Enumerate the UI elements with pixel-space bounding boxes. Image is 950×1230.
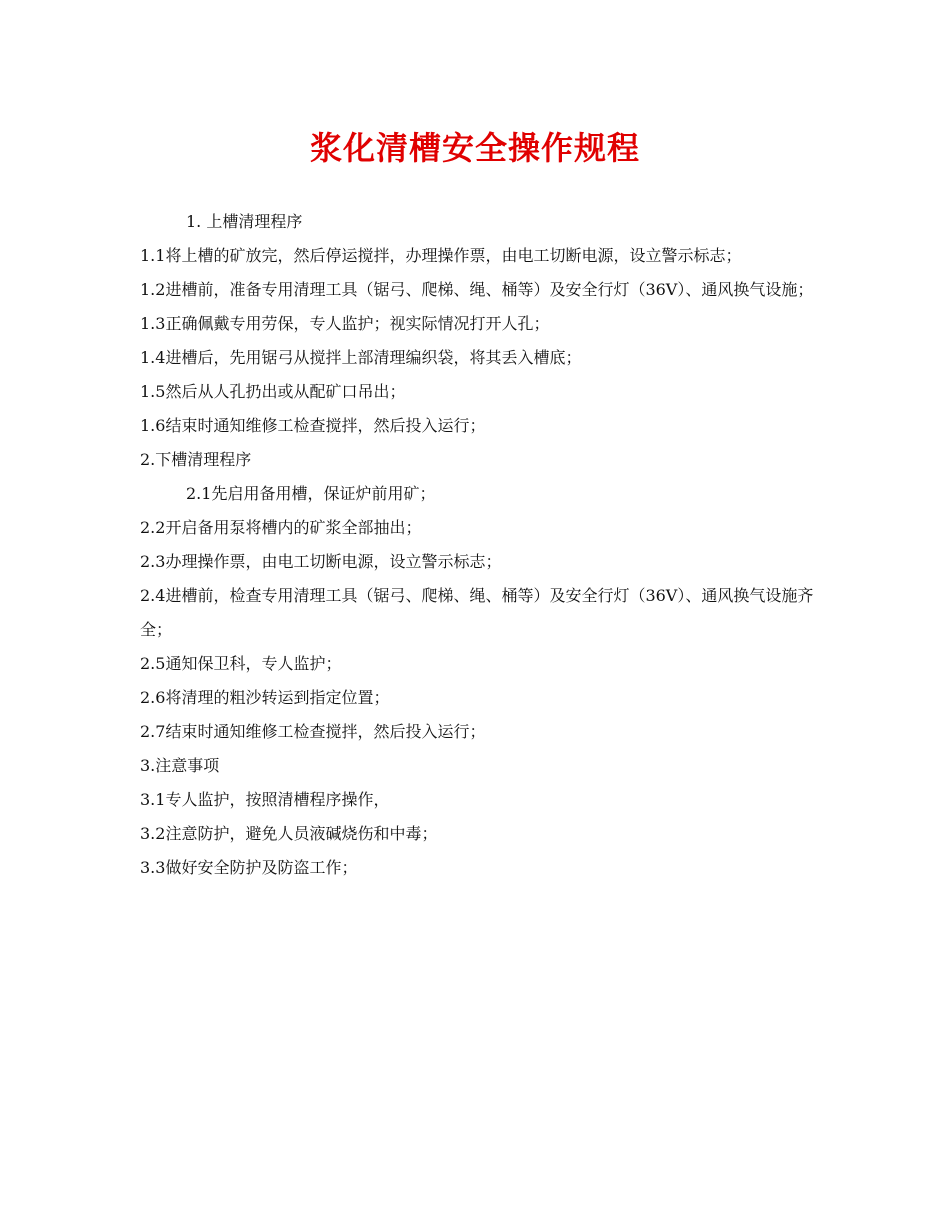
document-body bbox=[140, 205, 820, 885]
paragraph-2-4: 2.4进槽前，检查专用清理工具（锯弓、爬梯、绳、桶等）及安全行灯（36V）、通风换气设施齐全； bbox=[140, 586, 814, 639]
paragraph-2-1: 2.1先启用备用槽，保证炉前用矿； bbox=[186, 484, 436, 503]
section-heading-3: 3.注意事项 bbox=[140, 756, 220, 775]
paragraph-1-3: 1.3正确佩戴专用劳保，专人监护；视实际情况打开人孔； bbox=[140, 314, 550, 333]
paragraph-2-3: 2.3办理操作票，由电工切断电源，设立警示标志； bbox=[140, 552, 502, 571]
section-heading-2: 2.下槽清理程序 bbox=[140, 450, 252, 469]
paragraph-1-1: 1.1将上槽的矿放完，然后停运搅拌，办理操作票，由电工切断电源，设立警示标志； bbox=[140, 246, 742, 265]
paragraph-3-1: 3.1专人监护，按照清槽程序操作， bbox=[140, 790, 390, 809]
section-heading-1: 1. 上槽清理程序 bbox=[186, 212, 303, 231]
paragraph-1-2: 1.2进槽前，准备专用清理工具（锯弓、爬梯、绳、桶等）及安全行灯（36V）、通风换气设施； bbox=[140, 280, 814, 299]
paragraph-2-5: 2.5通知保卫科，专人监护； bbox=[140, 654, 342, 673]
paragraph-1-4: 1.4进槽后，先用锯弓从搅拌上部清理编织袋，将其丢入槽底； bbox=[140, 348, 582, 367]
paragraph-2-2: 2.2开启备用泵将槽内的矿浆全部抽出； bbox=[140, 518, 422, 537]
paragraph-3-2: 3.2注意防护，避免人员液碱烧伤和中毒； bbox=[140, 824, 438, 843]
document-title: 浆化清槽安全操作规程 bbox=[309, 129, 640, 167]
paragraph-2-6: 2.6将清理的粗沙转运到指定位置； bbox=[140, 688, 390, 707]
paragraph-3-3: 3.3做好安全防护及防盗工作； bbox=[140, 858, 358, 877]
paragraph-2-7: 2.7结束时通知维修工检查搅拌，然后投入运行； bbox=[140, 722, 486, 741]
paragraph-1-5: 1.5然后从人孔扔出或从配矿口吊出； bbox=[140, 382, 406, 401]
paragraph-1-6: 1.6结束时通知维修工检查搅拌，然后投入运行； bbox=[140, 416, 486, 435]
